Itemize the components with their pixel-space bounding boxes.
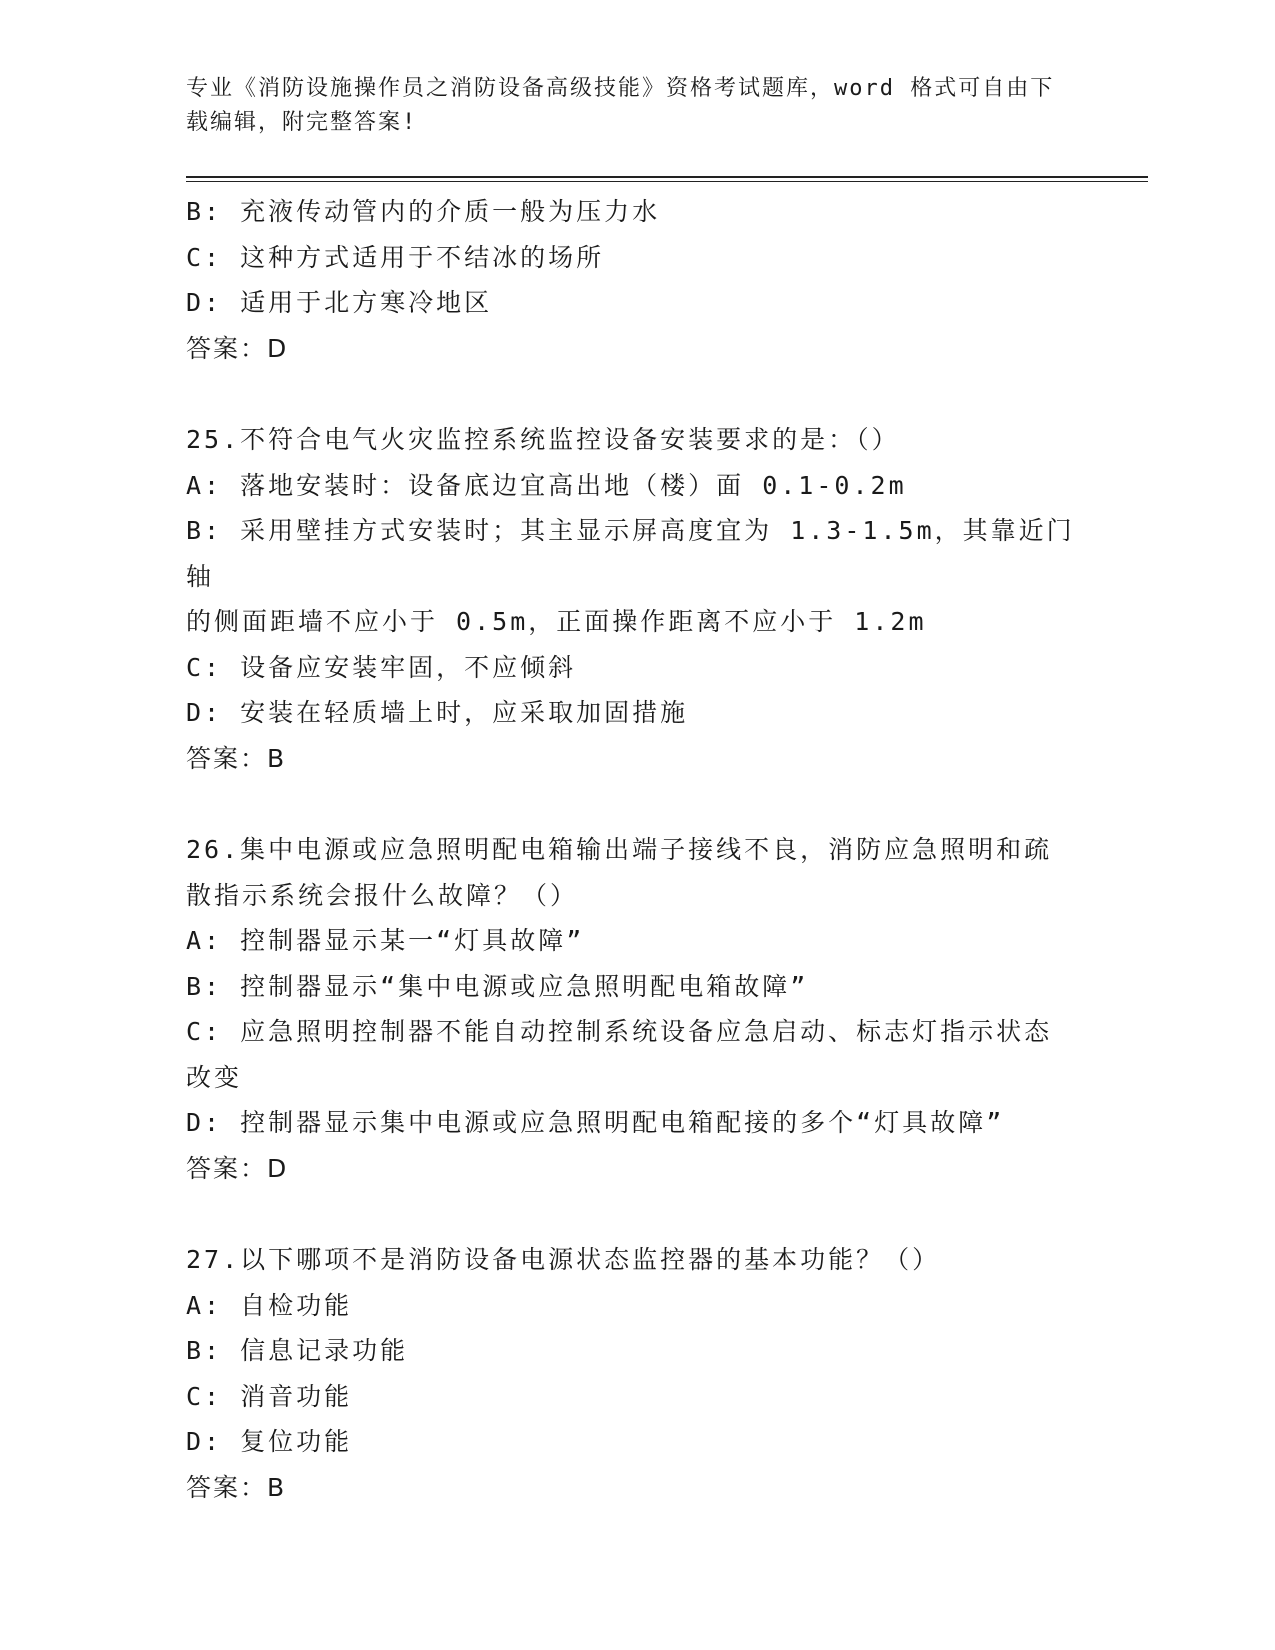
question-block-24 xyxy=(186,189,1086,371)
option-b-continued: 的侧面距墙不应小于 0.5m，正面操作距离不应小于 1.2m xyxy=(186,607,927,636)
page-header xyxy=(186,72,1066,140)
spacer xyxy=(186,1191,1086,1237)
header-divider-thin xyxy=(186,181,1148,182)
question-block-26 xyxy=(186,827,1086,1191)
header-line-2: 载编辑，附完整答案! xyxy=(186,110,418,135)
option-d: D: 控制器显示集中电源或应急照明配电箱配接的多个“灯具故障” xyxy=(186,1108,1005,1137)
question-block-25 xyxy=(186,417,1086,781)
answer-line: 答案：D xyxy=(186,333,289,363)
header-divider-thick xyxy=(186,176,1148,178)
option-d: D: 复位功能 xyxy=(186,1427,353,1456)
header-line-1: 专业《消防设施操作员之消防设备高级技能》资格考试题库，word 格式可自由下 xyxy=(186,76,1055,101)
option-a: A: 控制器显示某一“灯具故障” xyxy=(186,926,585,955)
option-d: D: 适用于北方寒冷地区 xyxy=(186,288,493,317)
question-text: 27.以下哪项不是消防设备电源状态监控器的基本功能？（） xyxy=(186,1245,941,1274)
question-list xyxy=(186,189,1086,1510)
spacer xyxy=(186,371,1086,417)
option-b: B: 采用壁挂方式安装时；其主显示屏高度宜为 1.3-1.5m，其靠近门轴 xyxy=(186,516,1075,591)
option-c: C: 消音功能 xyxy=(186,1381,353,1411)
answer-line: 答案：B xyxy=(186,1472,287,1502)
option-c-continued: 改变 xyxy=(186,1062,243,1092)
question-block-27 xyxy=(186,1237,1086,1510)
spacer xyxy=(186,781,1086,827)
option-c: C: 这种方式适用于不结冰的场所 xyxy=(186,242,605,272)
question-text-continued: 散指示系统会报什么故障？（） xyxy=(186,880,579,910)
option-b: B: 信息记录功能 xyxy=(186,1336,409,1365)
question-text: 25.不符合电气火灾监控系统监控设备安装要求的是：（） xyxy=(186,425,900,454)
option-b: B: 控制器显示“集中电源或应急照明配电箱故障” xyxy=(186,971,809,1001)
option-c: C: 应急照明控制器不能自动控制系统设备应急启动、标志灯指示状态 xyxy=(186,1017,1053,1046)
option-a: A: 落地安装时：设备底边宜高出地（楼）面 0.1-0.2m xyxy=(186,470,907,500)
question-text: 26.集中电源或应急照明配电箱输出端子接线不良，消防应急照明和疏 xyxy=(186,835,1053,864)
answer-line: 答案：B xyxy=(186,743,287,773)
option-d: D: 安装在轻质墙上时，应采取加固措施 xyxy=(186,698,689,727)
answer-line: 答案：D xyxy=(186,1153,289,1183)
option-a: A: 自检功能 xyxy=(186,1290,353,1320)
option-c: C: 设备应安装牢固，不应倾斜 xyxy=(186,652,577,682)
option-b: B: 充液传动管内的介质一般为压力水 xyxy=(186,197,661,226)
